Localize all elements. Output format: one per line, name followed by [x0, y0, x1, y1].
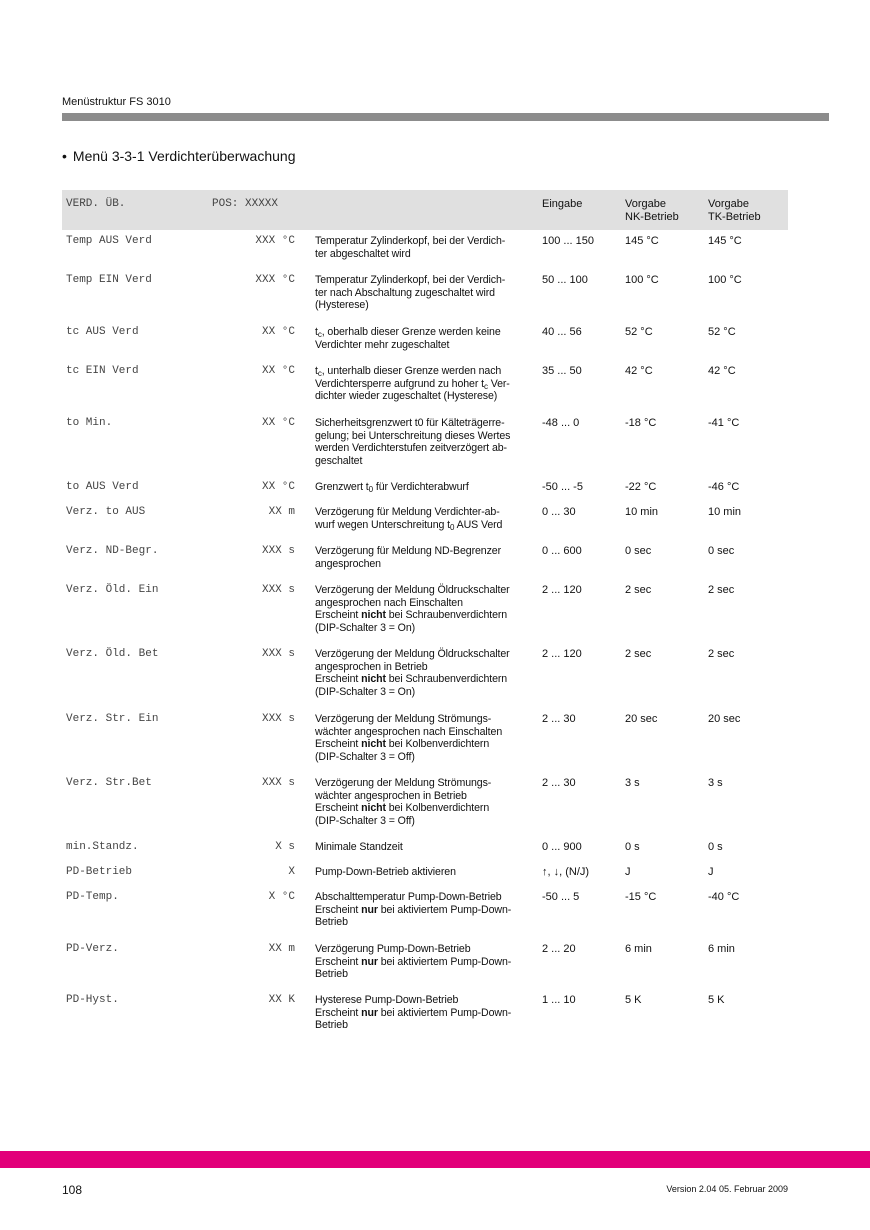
row-vorgabe-tk: 52 °C [708, 326, 736, 338]
row-eingabe: 0 ... 900 [542, 841, 582, 853]
row-description: Pump-Down-Betrieb aktivieren [315, 866, 456, 878]
row-vorgabe-tk: -40 °C [708, 891, 740, 903]
table-header [62, 190, 788, 230]
table-row [62, 412, 788, 476]
table-row [62, 772, 788, 836]
header-vorgabe-tk-line2: TK-Betrieb [708, 211, 761, 223]
row-description: Verzögerung für Meldung ND-Begrenzer angesprochen [315, 545, 502, 570]
row-vorgabe-nk: 145 °C [625, 235, 659, 247]
table-row [62, 579, 788, 643]
table-row [62, 540, 788, 579]
table-row [62, 836, 788, 861]
header-description [315, 190, 542, 230]
row-eingabe: 2 ... 120 [542, 648, 582, 660]
row-vorgabe-nk: 20 sec [625, 713, 658, 725]
row-unit: XXX s [261, 648, 295, 660]
row-vorgabe-nk: 52 °C [625, 326, 653, 338]
header-pos: POS: XXXXX [212, 198, 279, 210]
row-vorgabe-nk: 42 °C [625, 365, 653, 377]
row-unit: XXX s [261, 713, 295, 725]
row-vorgabe-nk: 0 s [625, 841, 640, 853]
row-description: Verzögerung der Meldung Strömungs- wächter angesprochen in Betrieb Erscheint nicht bei Kolbenverdichtern (DIP-Schalter 3 = Off) [315, 777, 492, 827]
row-vorgabe-nk: 100 °C [625, 274, 659, 286]
row-eingabe: 0 ... 30 [542, 506, 576, 518]
row-unit: XX K [268, 994, 295, 1006]
row-unit: XX °C [261, 481, 295, 493]
row-code: Verz. Str.Bet [66, 777, 152, 789]
row-code: min.Standz. [66, 841, 139, 853]
row-eingabe: 1 ... 10 [542, 994, 576, 1006]
row-vorgabe-nk: -18 °C [625, 417, 657, 429]
row-description: Temperatur Zylinderkopf, bei der Verdich- ter abgeschaltet wird [315, 235, 506, 260]
table-row [62, 643, 788, 708]
row-unit: XXX °C [255, 274, 295, 286]
row-description: Verzögerung für Meldung Verdichter-ab- wurf wegen Unterschreitung $t_0$ AUS Verd [315, 506, 503, 532]
section-title [62, 148, 295, 164]
row-description: Verzögerung der Meldung Öldruckschalter angesprochen nach Einschalten Erscheint nicht bei Schraubenverdichtern (DIP-Schalter 3 = On) [315, 584, 510, 634]
row-eingabe: -50 ... 5 [542, 891, 580, 903]
row-code: Verz. to AUS [66, 506, 146, 518]
table-body [62, 230, 788, 1041]
table-row [62, 321, 788, 360]
row-vorgabe-nk: -15 °C [625, 891, 657, 903]
row-unit: XXX °C [255, 235, 295, 247]
row-vorgabe-nk: 2 sec [625, 584, 652, 596]
row-description: Verzögerung der Meldung Öldruckschalter angesprochen in Betrieb Erscheint nicht bei Schraubenverdichtern (DIP-Schalter 3 = On) [315, 648, 510, 698]
row-unit: X [288, 866, 295, 878]
row-unit: XXX s [261, 777, 295, 789]
table-header-row [62, 190, 788, 230]
row-eingabe: 2 ... 20 [542, 943, 576, 955]
row-unit: XXX s [261, 584, 295, 596]
table-row [62, 861, 788, 886]
row-vorgabe-tk: -41 °C [708, 417, 740, 429]
table-row [62, 886, 788, 938]
row-vorgabe-tk: 0 sec [708, 545, 735, 557]
row-unit: XX °C [261, 417, 295, 429]
row-description: Abschalttemperatur Pump-Down-Betrieb Erscheint nur bei aktiviertem Pump-Down- Betrieb [315, 891, 512, 929]
row-vorgabe-nk: 0 sec [625, 545, 652, 557]
row-vorgabe-tk: 2 sec [708, 584, 735, 596]
row-vorgabe-tk: 0 s [708, 841, 723, 853]
document-header-title: Menüstruktur FS 3010 [62, 96, 171, 108]
row-vorgabe-nk: 5 K [625, 994, 642, 1006]
row-unit: XXX s [261, 545, 295, 557]
header-vorgabe-tk [708, 190, 788, 230]
row-vorgabe-tk: 2 sec [708, 648, 735, 660]
row-eingabe: ↑, ↓, (N/J) [542, 866, 590, 878]
header-vorgabe-nk-line1: Vorgabe [625, 198, 666, 210]
row-code: PD-Hyst. [66, 994, 119, 1006]
row-eingabe: 2 ... 120 [542, 584, 582, 596]
row-code: Verz. Str. Ein [66, 713, 159, 725]
row-unit: XX m [268, 943, 295, 955]
row-unit: XX °C [261, 326, 295, 338]
bullet-icon: • [62, 148, 67, 164]
row-code: tc EIN Verd [66, 365, 139, 377]
table-row [62, 708, 788, 772]
row-vorgabe-tk: 5 K [708, 994, 725, 1006]
row-code: Temp EIN Verd [66, 274, 152, 286]
row-unit: X s [275, 841, 295, 853]
row-code: PD-Verz. [66, 943, 119, 955]
row-code: tc AUS Verd [66, 326, 139, 338]
row-eingabe: 100 ... 150 [542, 235, 594, 247]
row-description: Grenzwert $t_0$ für Verdichterabwurf [315, 481, 469, 494]
row-code: PD-Betrieb [66, 866, 133, 878]
row-vorgabe-tk: J [708, 866, 714, 878]
row-description: Hysterese Pump-Down-Betrieb Erscheint nur bei aktiviertem Pump-Down- Betrieb [315, 994, 512, 1032]
row-eingabe: 35 ... 50 [542, 365, 582, 377]
table-row [62, 269, 788, 321]
row-description: Verzögerung Pump-Down-Betrieb Erscheint nur bei aktiviertem Pump-Down- Betrieb [315, 943, 512, 981]
row-vorgabe-tk: 145 °C [708, 235, 742, 247]
row-eingabe: 0 ... 600 [542, 545, 582, 557]
header-eingabe: Eingabe [542, 198, 583, 210]
row-eingabe: 50 ... 100 [542, 274, 588, 286]
header-rule [62, 113, 829, 121]
version-info: Version 2.04 05. Februar 2009 [666, 1184, 788, 1194]
page-number: 108 [62, 1183, 83, 1197]
header-vorgabe-nk [625, 190, 708, 230]
row-code: to AUS Verd [66, 481, 139, 493]
row-eingabe: -50 ... -5 [542, 481, 583, 493]
row-vorgabe-tk: 20 sec [708, 713, 741, 725]
row-unit: X °C [268, 891, 295, 903]
header-vorgabe-nk-line2: NK-Betrieb [625, 211, 679, 223]
table-row [62, 938, 788, 989]
row-vorgabe-nk: 3 s [625, 777, 640, 789]
row-eingabe: 2 ... 30 [542, 777, 576, 789]
table-row [62, 501, 788, 540]
row-description: $t_c$, unterhalb dieser Grenze werden nach Verdichtersperre aufgrund zu hoher $t_c$ Ver- dichter wieder zugeschaltet (Hysterese) [315, 365, 510, 403]
row-vorgabe-nk: J [625, 866, 631, 878]
header-code: VERD. ÜB. [66, 198, 126, 210]
row-code: Verz. Öld. Ein [66, 584, 159, 596]
table-row [62, 989, 788, 1041]
row-vorgabe-nk: 6 min [625, 943, 652, 955]
table-row [62, 230, 788, 269]
row-code: to Min. [66, 417, 113, 429]
row-code: PD-Temp. [66, 891, 119, 903]
row-description: Temperatur Zylinderkopf, bei der Verdich- ter nach Abschaltung zugeschaltet wird (Hysterese) [315, 274, 506, 312]
row-description: $t_c$, oberhalb dieser Grenze werden keine Verdichter mehr zugeschaltet [315, 326, 501, 351]
row-code: Verz. Öld. Bet [66, 648, 159, 660]
row-vorgabe-tk: 42 °C [708, 365, 736, 377]
row-eingabe: 2 ... 30 [542, 713, 576, 725]
row-unit: XX m [268, 506, 295, 518]
row-vorgabe-nk: -22 °C [625, 481, 657, 493]
row-description: Minimale Standzeit [315, 841, 403, 853]
table-row [62, 476, 788, 501]
row-vorgabe-nk: 10 min [625, 506, 659, 518]
row-eingabe: 40 ... 56 [542, 326, 582, 338]
row-code: Temp AUS Verd [66, 235, 152, 247]
table-row [62, 360, 788, 412]
header-vorgabe-tk-line1: Vorgabe [708, 198, 749, 210]
row-vorgabe-nk: 2 sec [625, 648, 652, 660]
row-vorgabe-tk: -46 °C [708, 481, 740, 493]
row-description: Verzögerung der Meldung Strömungs- wächter angesprochen nach Einschalten Erscheint nicht bei Kolbenverdichtern (DIP-Schalter 3 = Off) [315, 713, 503, 763]
row-code: Verz. ND-Begr. [66, 545, 159, 557]
row-vorgabe-tk: 100 °C [708, 274, 742, 286]
row-unit: XX °C [261, 365, 295, 377]
row-eingabe: -48 ... 0 [542, 417, 580, 429]
footer-accent-bar [0, 1151, 870, 1168]
row-vorgabe-tk: 10 min [708, 506, 742, 518]
section-title-text: Menü 3-3-1 Verdichterüberwachung [72, 148, 296, 164]
menu-table [62, 190, 788, 1041]
row-description: Sicherheitsgrenzwert t0 für Kälteträgerre- gelung; bei Unterschreitung dieses Wertes werden Verdichterstufen zeitverzögert ab- geschaltet [315, 417, 511, 467]
row-vorgabe-tk: 6 min [708, 943, 735, 955]
row-vorgabe-tk: 3 s [708, 777, 723, 789]
